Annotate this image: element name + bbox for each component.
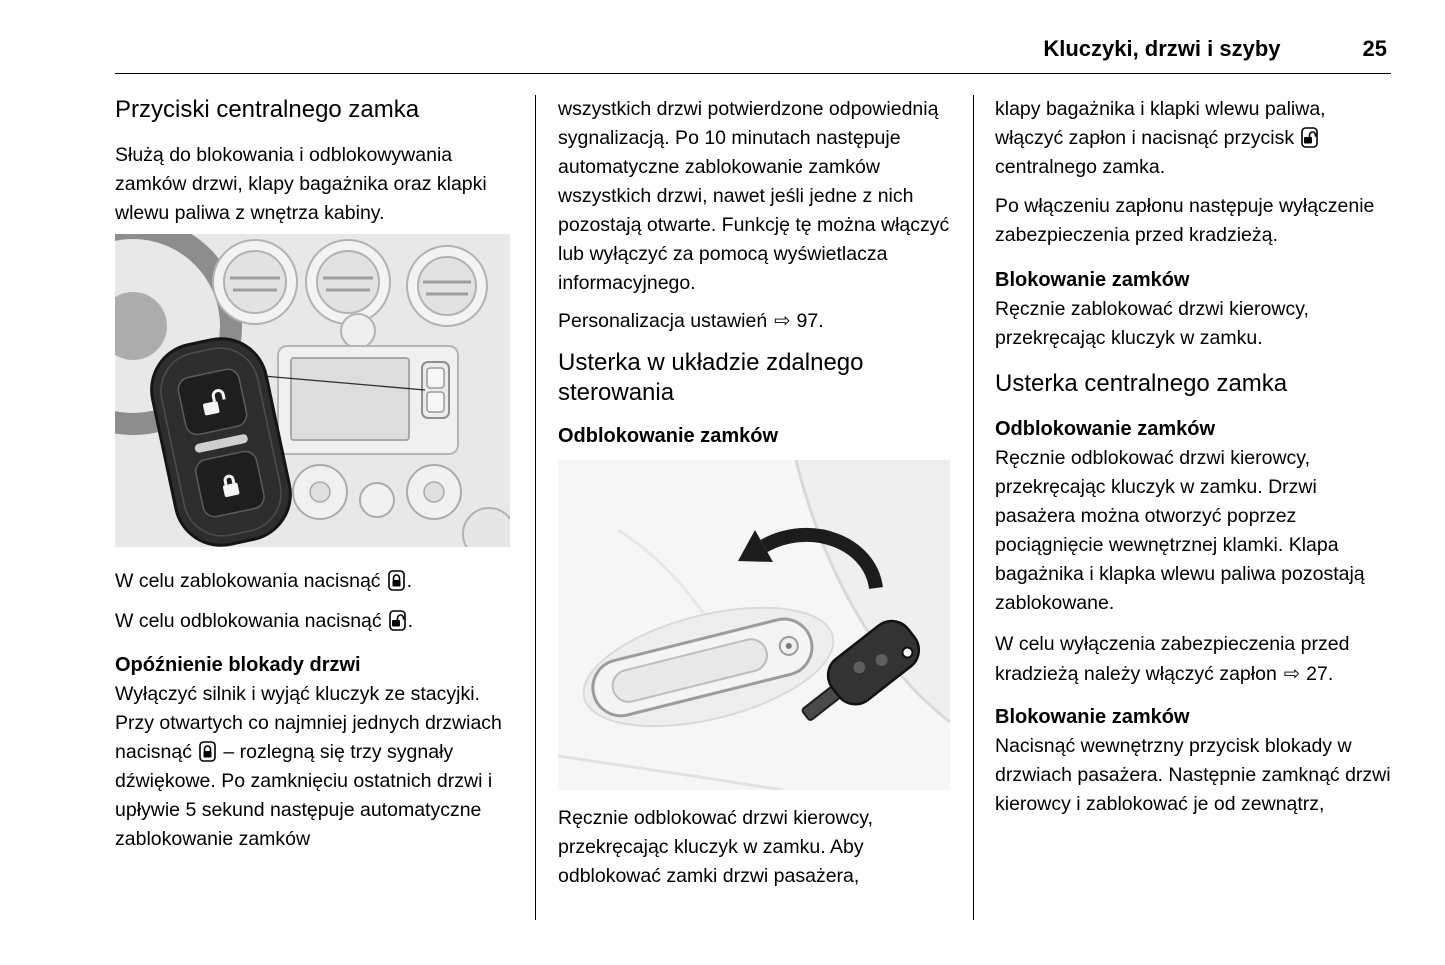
page-ref-number: 97. <box>796 310 824 332</box>
subheading-locking-2: Blokowanie zamków <box>995 706 1190 728</box>
antitheft-reference <box>995 630 1393 689</box>
page-ref-number: 27. <box>1306 663 1334 685</box>
lock-instruction <box>115 567 517 596</box>
lock-instruction-period: . <box>406 570 412 592</box>
lock-button-icon <box>388 570 405 591</box>
antitheft-text: W celu wyłączenia zabezpieczenia przed kradzieżą należy włączyć zapłon <box>995 633 1350 685</box>
subheading-unlocking: Odblokowanie zamków <box>558 425 779 447</box>
continuation-pre: klapy bagażnika i klapki wlewu paliwa, włączyć zapłon i nacisnąć przycisk <box>995 98 1326 149</box>
lock-button-icon <box>199 741 216 762</box>
dashboard-illustration <box>115 234 517 547</box>
manual-unlock-paragraph: Ręcznie odblokować drzwi kierowcy, przekręcając kluczyk w zamku. Aby odblokować zamki drzwi pasażera, <box>558 807 874 887</box>
continuation-post: centralnego zamka. <box>995 156 1166 178</box>
page-ref-arrow-icon: ⇨ <box>774 309 791 332</box>
unlock-button <box>176 367 249 437</box>
column-divider-right <box>973 95 974 920</box>
infotainment-screen <box>291 358 409 440</box>
unlock-instruction <box>115 607 517 636</box>
unlock-button-icon <box>1301 127 1318 148</box>
manual-lock-paragraph-2: Nacisnąć wewnętrzny przycisk blokady w drzwiach pasażera. Następnie zamknąć drzwi kierowcy i zablokować je od zewnątrz, <box>995 735 1391 815</box>
door-handle-illustration <box>558 460 956 790</box>
door-handle-photo <box>558 460 950 790</box>
personalization-reference <box>558 306 956 336</box>
page-ref-arrow-icon: ⇨ <box>1283 662 1301 685</box>
column-divider-left <box>535 95 536 920</box>
continuation-paragraph: wszystkich drzwi potwierdzone odpowiednią sygnalizacją. Po 10 minutach następuje automatyczne zablokowanie zamków wszystkich drzwi, nawet jeśli jedne z nich pozostają otwarte. Funkcję tę można włączyć lub wyłączyć za pomocą wyświetlacza informacyjnego. <box>558 98 950 294</box>
delay-paragraph-post: – rozlegną się trzy sygnały dźwiękowe. Po zamknięciu ostatnich drzwi i upływie 5 sekund następuje automatyczne zablokowanie zamków <box>115 741 493 850</box>
intro-paragraph: Służą do blokowania i odblokowywania zamków drzwi, klapy bagażnika oraz klapki wlewu paliwa z wnętrza kabiny. <box>115 144 487 224</box>
column-right <box>995 95 1393 819</box>
manual-unlock-paragraph-2: Ręcznie odblokować drzwi kierowcy, przekręcając kluczyk w zamku. Drzwi pasażera można otworzyć poprzez pociągnięcie wewnętrznej klamki. Klapa bagażnika i klapka wlewu paliwa pozostają zablokowane. <box>995 447 1365 614</box>
continuation-paragraph-2 <box>995 95 1393 182</box>
subheading-locking-1: Blokowanie zamków <box>995 269 1190 291</box>
ignition-paragraph: Po włączeniu zapłonu następuje wyłączenie zabezpieczenia przed kradzieżą. <box>995 195 1375 246</box>
dashboard-photo <box>115 234 510 547</box>
unlock-button-icon <box>389 610 406 631</box>
subheading-door-lock-delay: Opóźnienie blokady drzwi <box>115 654 361 676</box>
section-heading-central-locking-buttons: Przyciski centralnego zamka <box>115 96 420 123</box>
unlock-instruction-period: . <box>407 610 414 632</box>
section-heading-central-lock-fault: Usterka centralnego zamka <box>995 370 1288 397</box>
page-header <box>1043 36 1387 62</box>
section-heading-remote-fault: Usterka w układzie zdalnego sterowania <box>558 349 864 406</box>
column-middle <box>558 95 956 891</box>
subheading-unlocking-2: Odblokowanie zamków <box>995 418 1216 440</box>
page-number: 25 <box>1362 36 1387 61</box>
manual-lock-paragraph-1: Ręcznie zablokować drzwi kierowcy, przekręcając kluczyk w zamku. <box>995 298 1309 349</box>
delay-paragraph <box>115 680 517 854</box>
unlock-instruction-text: W celu odblokowania nacisnąć <box>115 610 382 632</box>
chapter-title: Kluczyki, drzwi i szyby <box>1043 36 1281 61</box>
header-rule <box>115 73 1391 74</box>
delay-paragraph-pre: Wyłączyć silnik i wyjąć kluczyk ze stacyjki. Przy otwartych co najmniej jednych drzwiach nacisnąć <box>115 683 502 763</box>
personalization-text: Personalizacja ustawień <box>558 310 768 332</box>
column-left <box>115 95 517 854</box>
lock-instruction-text: W celu zablokowania nacisnąć <box>115 570 381 592</box>
